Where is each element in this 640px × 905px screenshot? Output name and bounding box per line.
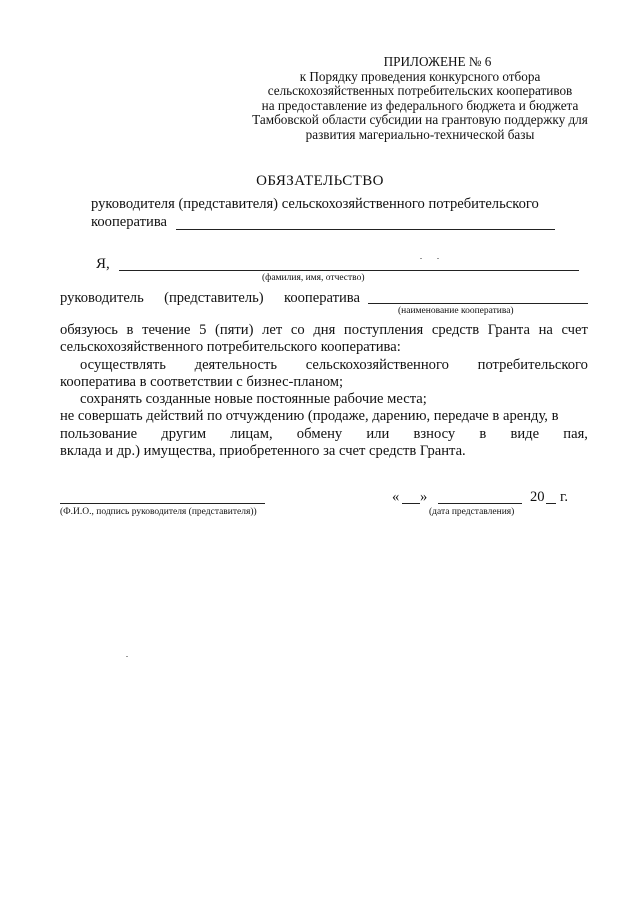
obligation-item-1: осуществлять деятельность сельскохозяйственного потребительского (80, 356, 588, 373)
date-year-suffix: г. (560, 489, 568, 505)
obligation-body (60, 322, 588, 460)
cooperative-caption: (наименование кооператива) (398, 306, 514, 316)
obligation-item-3-cont: пользование другим лицам, обмену или взносу в виде пая, (60, 425, 588, 442)
appendix-line: развития магериально-технической базы (305, 126, 535, 142)
i-label: Я, (96, 256, 110, 272)
date-quote-close: » (420, 489, 428, 505)
date-caption: (дата представления) (429, 507, 515, 517)
appendix-title: ПРИЛОЖЕНЕ № 6 (383, 54, 492, 69)
date-day-line[interactable] (402, 503, 420, 504)
obligation-line-1: обязуюсь в течение 5 (пяти) лет со дня поступления средств Гранта на счет (60, 322, 588, 338)
appendix-line: на предоставление из федерального бюджета и бюджета (261, 97, 579, 113)
document-title: ОБЯЗАТЕЛЬСТВО (256, 173, 384, 189)
head-of-cooperative-label: руководитель (представитель) кооператива (60, 290, 360, 306)
cooperative-input-line[interactable] (368, 303, 588, 304)
obligation-item-2: сохранять созданные новые постоянные рабочие места; (80, 391, 427, 408)
fio-caption: (фамилия, имя, отчество) (262, 273, 365, 283)
date-year-prefix: 20 (530, 489, 545, 505)
scan-speck (126, 656, 128, 657)
fio-input-line[interactable] (119, 270, 579, 271)
date-quote-open: « (392, 489, 400, 505)
signature-line[interactable] (60, 503, 265, 504)
scan-speck (437, 258, 439, 259)
obligation-item-3-end: вклада и др.) имущества, приобретенного за счет средств Гранта. (60, 443, 466, 460)
cooperative-name-line (176, 229, 555, 230)
subtitle-line-2: кооператива (91, 214, 167, 230)
appendix-line: к Порядку проведения конкурсного отбора (299, 68, 541, 84)
date-month-line[interactable] (438, 503, 522, 504)
appendix-header (230, 55, 610, 143)
date-year-line[interactable] (546, 503, 556, 504)
obligation-item-1-cont: кооператива в соответствии с бизнес-планом; (60, 373, 344, 390)
scan-speck (420, 258, 422, 259)
appendix-line: сельскохозяйственных потребительских кооперативов (267, 83, 573, 99)
signature-caption: (Ф.И.О., подпись руководителя (представителя)) (60, 507, 257, 517)
appendix-line: Тамбовской области субсидии на грантовую поддержку для (252, 112, 588, 128)
subtitle-line-1: руководителя (представителя) сельскохозяйственного потребительского (91, 196, 539, 212)
obligation-line-2: сельскохозяйственного потребительского кооператива: (60, 339, 401, 356)
obligation-item-3: не совершать действий по отчуждению (продаже, дарению, передаче в аренду, в (60, 408, 559, 425)
